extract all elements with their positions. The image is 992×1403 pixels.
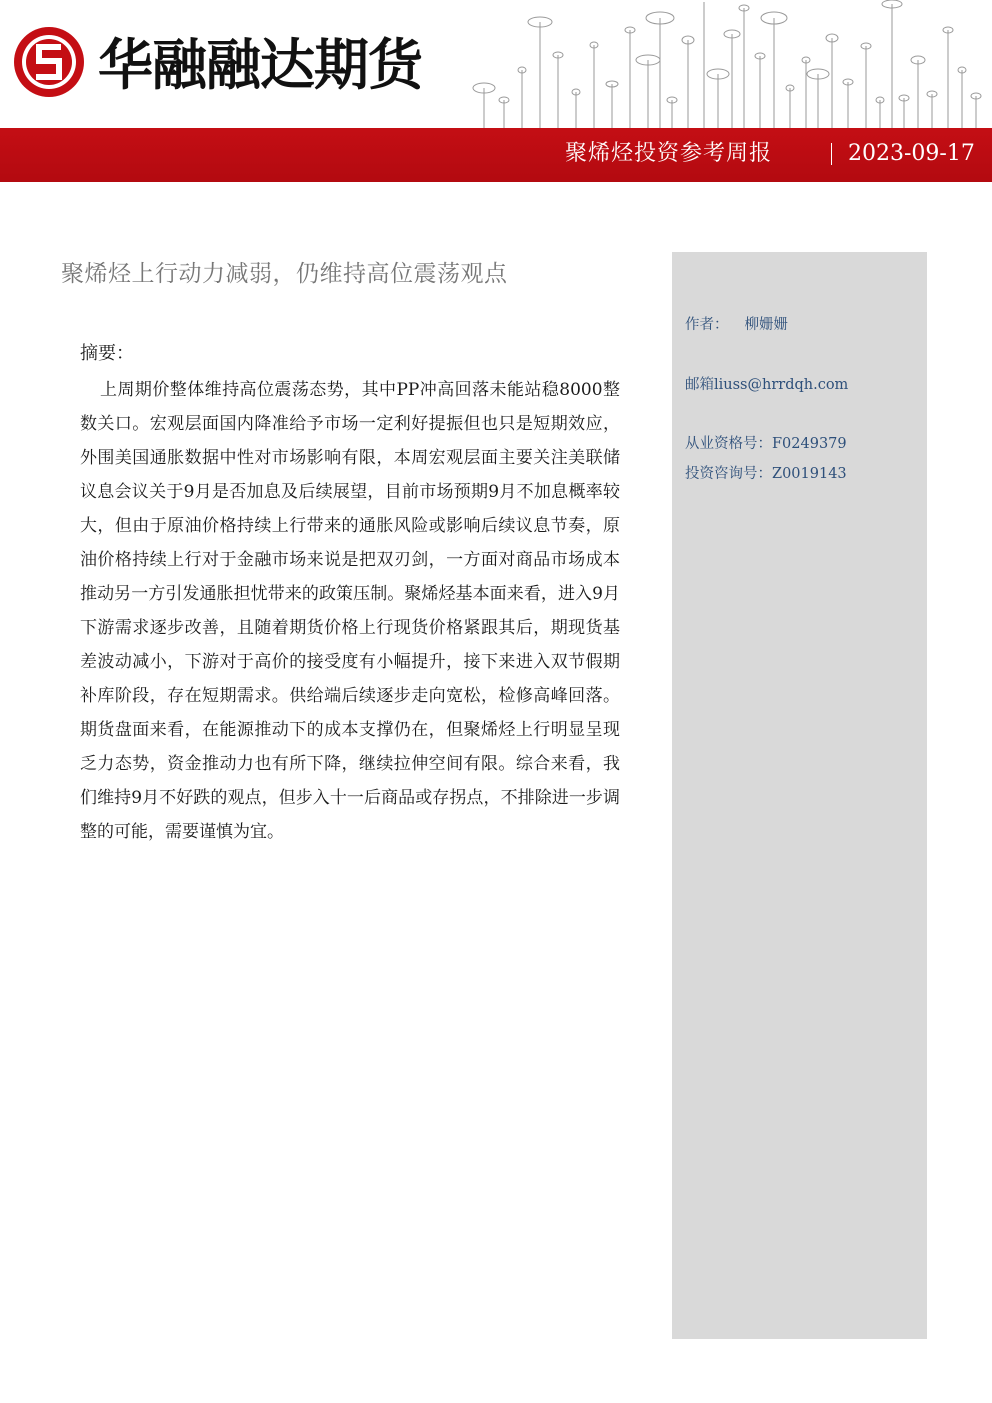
company-logo-icon [12, 25, 86, 99]
author-label: 作者： [685, 317, 729, 333]
report-header [0, 0, 992, 182]
author-sidebar [672, 252, 927, 1339]
summary-label: 摘要： [80, 343, 134, 364]
header-divider [831, 143, 832, 165]
author-line [685, 315, 788, 335]
qualification-number: 从业资格号：F0249379 [685, 436, 847, 452]
decorative-lines-graphic [456, 0, 992, 128]
consulting-number: 投资咨询号：Z0019143 [685, 466, 847, 482]
author-email[interactable]: 邮箱liuss@hrrdqh.com [685, 377, 849, 393]
report-date: 2023-09-17 [848, 141, 975, 166]
header-red-bar [0, 128, 992, 182]
company-name: 华融融达期货 [98, 33, 423, 97]
report-name: 聚烯烃投资参考周报 [565, 141, 773, 166]
author-name: 柳姗姗 [744, 317, 788, 333]
article-title: 聚烯烃上行动力减弱，仍维持高位震荡观点 [61, 261, 508, 287]
summary-text: 上周期价整体维持高位震荡态势，其中PP冲高回落未能站稳8000整数关口。宏观层面国内降准给予市场一定利好提振但也只是短期效应，外围美国通胀数据中性对市场影响有限，本周宏观层面主要关注美联储议息会议关于9月是否加息及后续展望，目前市场预期9月不加息概率较大，但由于原油价格持续上行带来的通胀风险或影响后续议息节奏，原油价格持续上行对于金融市场来说是把双刃剑，一方面对商品市场成本推动另一方引发通胀担忧带来的政策压制。聚烯烃基本面来看，进入9月下游需求逐步改善，且随着期货价格上行现货价格紧跟其后，期现货基差波动减小，下游对于高价的接受度有小幅提升，接下来进入双节假期补库阶段，存在短期需求。供给端后续逐步走向宽松，检修高峰回落。期货盘面来看，在能源推动下的成本支撑仍在，但聚烯烃上行明显呈现乏力态势，资金推动力也有所下降，继续拉伸空间有限。综合来看，我们维持9月不好跌的观点，但步入十一后商品或存拐点，不排除进一步调整的可能，需要谨慎为宜。 [80, 380, 620, 842]
